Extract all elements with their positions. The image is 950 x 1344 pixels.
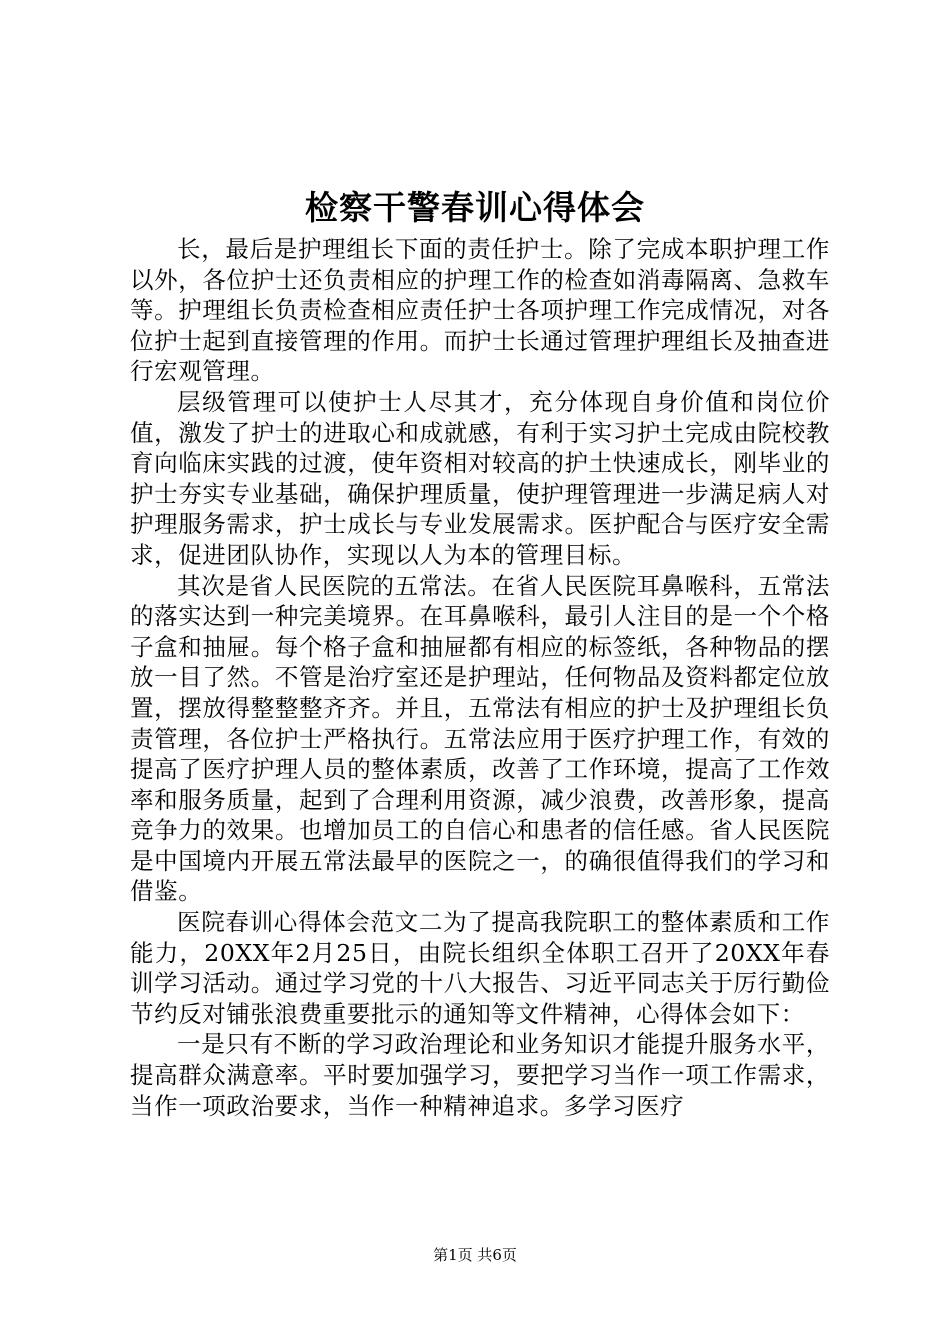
- paragraph: 一是只有不断的学习政治理论和业务知识才能提升服务水平，提高群众满意率。平时要加强学习，要把学习当作一项工作需求，当作一项政治要求，当作一种精神追求。多学习医疗: [130, 1030, 830, 1120]
- document-body: [130, 234, 830, 1121]
- paragraph: 医院春训心得体会范文二为了提高我院职工的整体素质和工作能力，20XX年2月25日，由院长组织全体职工召开了20XX年春训学习活动。通过学习党的十八大报告、习近平同志关于厉行勤俭节约反对铺张浪费重要批示的通知等文件精神，心得体会如下：: [130, 908, 830, 1028]
- paragraph: 长，最后是护理组长下面的责任护士。除了完成本职护理工作以外，各位护士还负责相应的护理工作的检查如消毒隔离、急救车等。护理组长负责检查相应责任护士各项护理工作完成情况，对各位护士起到直接管理的作用。而护士长通过管理护理组长及抽查进行宏观管理。: [130, 235, 830, 386]
- paragraph: 其次是省人民医院的五常法。在省人民医院耳鼻喉科，五常法的落实达到一种完美境界。在耳鼻喉科，最引人注目的是一个个格子盒和抽屉。每个格子盒和抽屉都有相应的标签纸，各种物品的摆放一目了然。不管是治疗室还是护理站，任何物品及资料都定位放置，摆放得整整整齐齐。并且，五常法有相应的护士及护理组长负责管理，各位护士严格执行。五常法应用于医疗护理工作，有效的提高了医疗护理人员的整体素质，改善了工作环境，提高了工作效率和服务质量，起到了合理利用资源，减少浪费，改善形象，提高竞争力的效果。也增加员工的自信心和患者的信任感。省人民医院是中国境内开展五常法最早的医院之一，的确很值得我们的学习和借鉴。: [130, 571, 830, 906]
- paragraph: 层级管理可以使护士人尽其才，充分体现自身价值和岗位价值，激发了护士的进取心和成就感，有利于实习护土完成由院校教育向临床实践的过渡，使年资相对较高的护土快速成长，刚毕业的护士夯实专业基础，确保护理质量，使护理管理进一步满足病人对护理服务需求，护士成长与专业发展需求。医护配合与医疗安全需求，促进团队协作，实现以人为本的管理目标。: [130, 387, 830, 569]
- document-title: 检察干警春训心得体会: [305, 188, 645, 227]
- page-footer: 第1页 共6页: [433, 1246, 517, 1264]
